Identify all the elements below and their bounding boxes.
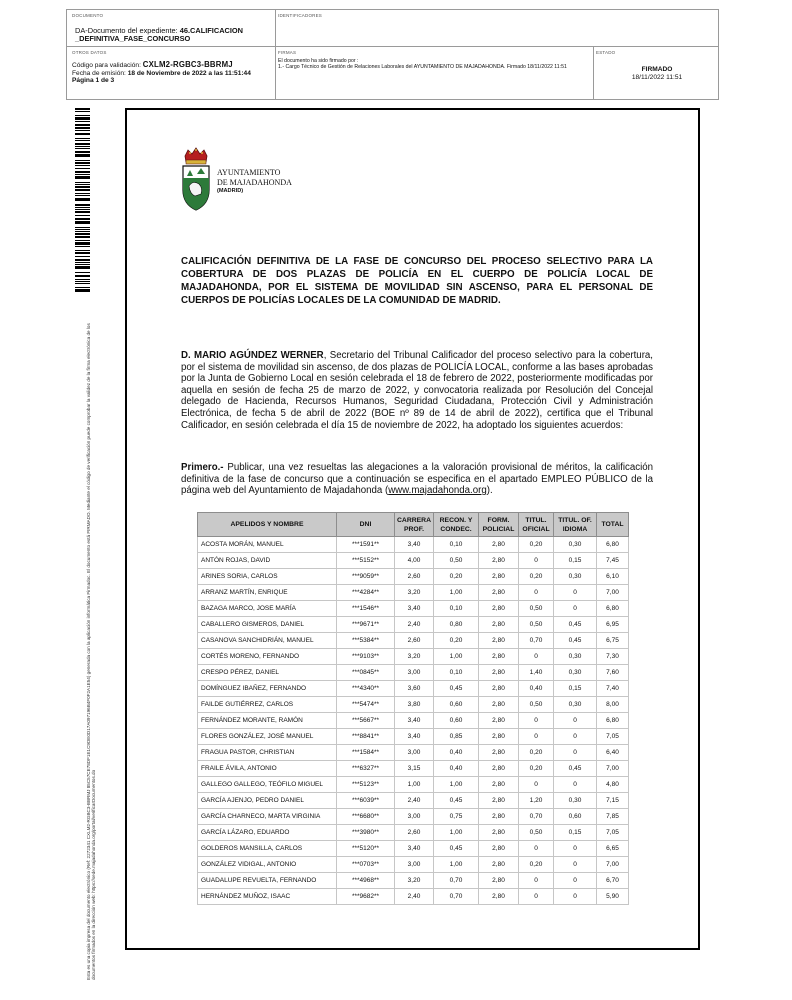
cell-form: 2,80 [479, 633, 519, 649]
table-row [198, 649, 629, 665]
documento-name: _DEFINITIVA_FASE_CONCURSO [75, 34, 191, 44]
side-verification-text [86, 300, 96, 980]
cell-carrera: 1,00 [395, 777, 434, 793]
cell-name: GOLDEROS MANSILLA, CARLOS [198, 841, 337, 857]
cell-recon: 0,70 [434, 889, 479, 905]
table-row [198, 889, 629, 905]
cell-titul: 0,20 [519, 537, 554, 553]
table-row [198, 537, 629, 553]
cell-recon: 0,20 [434, 633, 479, 649]
cell-form: 2,80 [479, 825, 519, 841]
cell-dni: ***3980** [337, 825, 395, 841]
cell-idioma: 0 [554, 585, 597, 601]
cell-titul: 0,50 [519, 617, 554, 633]
cell-recon: 0,75 [434, 809, 479, 825]
cell-carrera: 3,40 [395, 713, 434, 729]
document-header [66, 9, 719, 100]
table-row [198, 729, 629, 745]
otros-datos-cell [67, 47, 276, 99]
cell-titul: 0,20 [519, 569, 554, 585]
cell-total: 7,85 [597, 809, 629, 825]
cell-idioma: 0 [554, 601, 597, 617]
documento-cell [67, 10, 276, 47]
cell-titul: 0 [519, 585, 554, 601]
cell-dni: ***9682** [337, 889, 395, 905]
cell-name: CABALLERO GISMEROS, DANIEL [198, 617, 337, 633]
cell-idioma: 0,30 [554, 569, 597, 585]
table-row [198, 745, 629, 761]
cell-dni: ***6680** [337, 809, 395, 825]
cell-recon: 0,50 [434, 553, 479, 569]
identificadores-label: IDENTIFICADORES [278, 13, 323, 18]
cell-idioma: 0,30 [554, 793, 597, 809]
cell-carrera: 3,40 [395, 729, 434, 745]
cell-carrera: 3,00 [395, 745, 434, 761]
table-header-row [198, 513, 629, 537]
table-row [198, 713, 629, 729]
cell-dni: ***9059** [337, 569, 395, 585]
cell-form: 2,80 [479, 665, 519, 681]
col-header-recon: RECON. Y CONDEC. [434, 513, 479, 537]
cell-carrera: 4,00 [395, 553, 434, 569]
first-agreement-paragraph [181, 462, 653, 497]
cell-total: 6,65 [597, 841, 629, 857]
cell-total: 6,80 [597, 713, 629, 729]
cell-dni: ***5152** [337, 553, 395, 569]
cell-dni: ***6039** [337, 793, 395, 809]
org-line2: DE MAJADAHONDA [217, 177, 292, 187]
cell-carrera: 2,60 [395, 825, 434, 841]
cell-carrera: 3,40 [395, 537, 434, 553]
cell-form: 2,80 [479, 777, 519, 793]
cell-name: FLORES GONZÁLEZ, JOSÉ MANUEL [198, 729, 337, 745]
cell-form: 2,80 [479, 569, 519, 585]
cell-form: 2,80 [479, 537, 519, 553]
cell-name: ARINES SORIA, CARLOS [198, 569, 337, 585]
cell-dni: ***5667** [337, 713, 395, 729]
firmas-cell [276, 47, 594, 99]
cell-recon: 0,70 [434, 873, 479, 889]
cell-titul: 0 [519, 777, 554, 793]
table-row [198, 825, 629, 841]
cell-titul: 1,40 [519, 665, 554, 681]
cell-carrera: 3,20 [395, 585, 434, 601]
cell-idioma: 0,45 [554, 761, 597, 777]
secretary-name: D. MARIO AGÚNDEZ WERNER [181, 350, 324, 361]
cell-idioma: 0 [554, 841, 597, 857]
cell-name: GALLEGO GALLEGO, TEÓFILO MIGUEL [198, 777, 337, 793]
results-table [197, 512, 629, 905]
cell-carrera: 3,60 [395, 681, 434, 697]
cell-total: 5,90 [597, 889, 629, 905]
table-row [198, 617, 629, 633]
cell-form: 2,80 [479, 761, 519, 777]
certification-paragraph [181, 350, 653, 431]
cell-titul: 0 [519, 841, 554, 857]
col-header-carrera: CARRERA PROF. [395, 513, 434, 537]
cell-name: HERNÁNDEZ MUÑOZ, ISAAC [198, 889, 337, 905]
documento-number: 46.CALIFICACION [179, 26, 244, 35]
cell-total: 7,00 [597, 761, 629, 777]
table-row [198, 873, 629, 889]
cell-titul: 0 [519, 649, 554, 665]
cell-idioma: 0 [554, 777, 597, 793]
cell-recon: 0,20 [434, 569, 479, 585]
pagina-indicator: Página 1 de 3 [72, 77, 115, 85]
cell-form: 2,80 [479, 809, 519, 825]
cell-carrera: 3,40 [395, 601, 434, 617]
col-header-dni: DNI [337, 513, 395, 537]
cell-name: CORTÉS MORENO, FERNANDO [198, 649, 337, 665]
estado-label: ESTADO [596, 50, 616, 55]
cell-form: 2,80 [479, 681, 519, 697]
cell-total: 6,70 [597, 873, 629, 889]
cell-dni: ***1546** [337, 601, 395, 617]
cell-carrera: 2,60 [395, 633, 434, 649]
org-line3: (MADRID) [217, 188, 244, 194]
cell-idioma: 0,30 [554, 537, 597, 553]
cell-total: 7,05 [597, 825, 629, 841]
cell-form: 2,80 [479, 873, 519, 889]
table-row [198, 633, 629, 649]
cell-form: 2,80 [479, 601, 519, 617]
identificadores-cell [276, 10, 718, 47]
website-link[interactable]: www.majadahonda.org [388, 485, 487, 497]
cell-titul: 0,70 [519, 633, 554, 649]
cell-dni: ***4284** [337, 585, 395, 601]
cell-dni: ***0703** [337, 857, 395, 873]
cell-total: 6,95 [597, 617, 629, 633]
cell-idioma: 0 [554, 857, 597, 873]
cell-form: 2,80 [479, 793, 519, 809]
table-row [198, 601, 629, 617]
table-row [198, 841, 629, 857]
cell-idioma: 0 [554, 873, 597, 889]
documento-label: DOCUMENTO [72, 13, 104, 18]
table-row [198, 585, 629, 601]
cell-carrera: 3,40 [395, 841, 434, 857]
cell-name: ANTÓN ROJAS, DAVID [198, 553, 337, 569]
cell-idioma: 0 [554, 889, 597, 905]
col-header-idioma: TITUL. OF. IDIOMA [554, 513, 597, 537]
cell-idioma: 0,30 [554, 665, 597, 681]
otros-datos-label: OTROS DATOS [72, 50, 107, 55]
cell-recon: 0,10 [434, 537, 479, 553]
table-row [198, 553, 629, 569]
cell-form: 2,80 [479, 697, 519, 713]
cell-total: 7,15 [597, 793, 629, 809]
agreement-tail: ). [486, 485, 493, 497]
table-row [198, 793, 629, 809]
cell-total: 6,80 [597, 601, 629, 617]
table-row [198, 665, 629, 681]
cell-name: GARCÍA LÁZARO, EDUARDO [198, 825, 337, 841]
cell-total: 7,30 [597, 649, 629, 665]
cell-form: 2,80 [479, 857, 519, 873]
cell-form: 2,80 [479, 585, 519, 601]
cell-titul: 0,20 [519, 761, 554, 777]
cell-titul: 0 [519, 889, 554, 905]
cell-dni: ***1584** [337, 745, 395, 761]
cell-dni: ***8841** [337, 729, 395, 745]
cell-name: GARCÍA CHARNECO, MARTA VIRGINIA [198, 809, 337, 825]
cell-carrera: 3,00 [395, 665, 434, 681]
cell-form: 2,80 [479, 553, 519, 569]
org-line1: AYUNTAMIENTO [217, 168, 281, 177]
cell-name: GONZÁLEZ VIDIGAL, ANTONIO [198, 857, 337, 873]
cell-recon: 0,40 [434, 745, 479, 761]
cell-name: FERNÁNDEZ MORANTE, RAMÓN [198, 713, 337, 729]
cell-dni: ***9671** [337, 617, 395, 633]
table-row [198, 681, 629, 697]
fecha-label: Fecha de emisión: [72, 69, 126, 77]
cell-total: 7,45 [597, 553, 629, 569]
cell-idioma: 0 [554, 745, 597, 761]
cell-total: 6,75 [597, 633, 629, 649]
cell-carrera: 2,40 [395, 889, 434, 905]
cell-total: 6,40 [597, 745, 629, 761]
cell-idioma: 0 [554, 729, 597, 745]
cell-recon: 0,10 [434, 665, 479, 681]
cell-titul: 0 [519, 873, 554, 889]
cell-titul: 0,40 [519, 681, 554, 697]
cell-idioma: 0,30 [554, 697, 597, 713]
cell-form: 2,80 [479, 745, 519, 761]
cell-name: FRAGUA PASTOR, CHRISTIAN [198, 745, 337, 761]
col-header-name: APELIDOS Y NOMBRE [198, 513, 337, 537]
barcode-gap [75, 292, 90, 294]
cell-titul: 0 [519, 729, 554, 745]
cell-name: GUADALUPE REVUELTA, FERNANDO [198, 873, 337, 889]
cell-name: ACOSTA MORÁN, MANUEL [198, 537, 337, 553]
cell-name: FAILDE GUTIÉRREZ, CARLOS [198, 697, 337, 713]
cell-total: 8,00 [597, 697, 629, 713]
cell-recon: 0,85 [434, 729, 479, 745]
col-header-form: FORM. POLICIAL [479, 513, 519, 537]
cell-dni: ***6327** [337, 761, 395, 777]
cell-carrera: 2,40 [395, 617, 434, 633]
cell-idioma: 0,15 [554, 681, 597, 697]
coat-of-arms-icon [181, 146, 211, 212]
cell-dni: ***4968** [337, 873, 395, 889]
cell-titul: 0,50 [519, 825, 554, 841]
cell-recon: 1,00 [434, 649, 479, 665]
cell-idioma: 0 [554, 713, 597, 729]
cell-carrera: 3,20 [395, 873, 434, 889]
cell-name: BAZAGA MARCO, JOSE MARÍA [198, 601, 337, 617]
cell-dni: ***0845** [337, 665, 395, 681]
fecha-value: 18 de Noviembre de 2022 a las 11:51:44 [127, 69, 251, 77]
cell-idioma: 0,45 [554, 617, 597, 633]
cell-dni: ***4340** [337, 681, 395, 697]
col-header-titul: TITUL. OFICIAL [519, 513, 554, 537]
cell-carrera: 3,00 [395, 809, 434, 825]
cell-recon: 0,40 [434, 761, 479, 777]
document-title: CALIFICACIÓN DEFINITIVA DE LA FASE DE CONCURSO DEL PROCESO SELECTIVO PARA LA COBERTURA DE DOS PLAZAS DE POLICÍA EN EL CUERPO DE POLICÍA LOCAL DE MAJADAHONDA, POR EL SISTEMA DE MOVILIDAD SIN ASCENSO, PARA EL PERSONAL DE CUERPOS DE POLICÍAS LOCALES DE LA COMUNIDAD DE MADRID. [181, 256, 653, 306]
documento-prefix: DA-Documento del expediente: [75, 26, 178, 35]
cell-total: 7,00 [597, 857, 629, 873]
cell-idioma: 0,15 [554, 553, 597, 569]
cell-name: GARCÍA AJENJO, PEDRO DANIEL [198, 793, 337, 809]
cell-total: 6,80 [597, 537, 629, 553]
firmas-line1: El documento ha sido firmado por : [278, 58, 359, 64]
table-row [198, 761, 629, 777]
table-row [198, 777, 629, 793]
cell-recon: 0,45 [434, 793, 479, 809]
cell-carrera: 3,00 [395, 857, 434, 873]
cell-titul: 0,20 [519, 745, 554, 761]
cell-dni: ***5120** [337, 841, 395, 857]
cell-idioma: 0,60 [554, 809, 597, 825]
certification-text: , Secretario del Tribunal Calificador del proceso selectivo para la cobertura, por el sistema de movilidad sin ascenso, de dos plazas de POLICÍA LOCAL, conforme a las bases aprobadas por la Junta de Gobierno Local en sesión celebrada el 18 de febrero de 2022, posteriormente modificadas por aquella en sesión de fecha 25 de marzo de 2022, y convocatoria realizada por Resolución del Concejal delegado de Hacienda, Recursos Humanos, Seguridad Ciudadana, Protección Civil y Administración Electrónica, de fecha 5 de abril de 2022 (BOE nº 89 de 14 de abril de 2022), certifica que el Tribunal Calificador, en sesión celebrada el día 15 de noviembre de 2022, ha adoptado los siguientes acuerdos: [181, 350, 653, 431]
cell-titul: 0,50 [519, 697, 554, 713]
agreement-lead: Primero.- [181, 462, 224, 473]
col-header-total: TOTAL [597, 513, 629, 537]
cell-titul: 0 [519, 713, 554, 729]
cell-total: 7,40 [597, 681, 629, 697]
cell-recon: 1,00 [434, 825, 479, 841]
codigo-value: CXLM2-RGBC3-BBRMJ [142, 60, 233, 69]
cell-recon: 0,45 [434, 841, 479, 857]
cell-carrera: 2,40 [395, 793, 434, 809]
cell-idioma: 0,30 [554, 649, 597, 665]
cell-titul: 0 [519, 553, 554, 569]
organization-name [217, 168, 292, 197]
cell-name: DOMÍNGUEZ IBAÑEZ, FERNANDO [198, 681, 337, 697]
cell-titul: 0,20 [519, 857, 554, 873]
estado-date: 18/11/2022 11:51 [631, 74, 683, 81]
cell-form: 2,80 [479, 841, 519, 857]
cell-recon: 1,00 [434, 857, 479, 873]
cell-dni: ***1591** [337, 537, 395, 553]
cell-form: 2,80 [479, 889, 519, 905]
table-row [198, 569, 629, 585]
cell-total: 4,80 [597, 777, 629, 793]
cell-total: 7,60 [597, 665, 629, 681]
barcode-image [75, 108, 90, 294]
table-row [198, 697, 629, 713]
cell-total: 7,00 [597, 585, 629, 601]
cell-recon: 0,60 [434, 713, 479, 729]
table-row [198, 809, 629, 825]
cell-form: 2,80 [479, 617, 519, 633]
cell-carrera: 3,80 [395, 697, 434, 713]
cell-recon: 1,00 [434, 585, 479, 601]
cell-recon: 0,45 [434, 681, 479, 697]
cell-titul: 0,50 [519, 601, 554, 617]
cell-titul: 1,20 [519, 793, 554, 809]
document-page [125, 108, 700, 950]
results-table-body [198, 537, 629, 905]
cell-name: CASANOVA SANCHIDRIÁN, MANUEL [198, 633, 337, 649]
table-row [198, 857, 629, 873]
cell-recon: 0,60 [434, 697, 479, 713]
cell-dni: ***9103** [337, 649, 395, 665]
agreement-text: Publicar, una vez resueltas las alegaciones a la valoración provisional de méritos, la calificación definitiva de la fase de concurso que a continuación se especifica en el apartado EMPLEO PÚBLICO de la página web del Ayuntamiento de Majadahonda ( [181, 462, 653, 497]
cell-name: FRAILE ÁVILA, ANTONIO [198, 761, 337, 777]
cell-form: 2,80 [479, 713, 519, 729]
cell-carrera: 3,20 [395, 649, 434, 665]
cell-total: 6,10 [597, 569, 629, 585]
side-verification-note: Esta es una copia impresa del documento electrónico (Ref: 2272341 CXLM2-RGBC3-BBRMJ 85C57CE78DF1E1C9DE0D17A097196B4F0F2A1E54) generada con la aplicación informática Firmadoc. El documento está FIRMADO. Mediante el código de verificación puede comprobar la validez de la firma electrónica de los documentos firmados en la dirección web: https://sede.majadahonda.org/portal/verificarDocumentos.do [86, 323, 97, 980]
cell-form: 2,80 [479, 729, 519, 745]
cell-idioma: 0,45 [554, 633, 597, 649]
cell-recon: 1,00 [434, 777, 479, 793]
cell-dni: ***5123** [337, 777, 395, 793]
cell-carrera: 2,60 [395, 569, 434, 585]
codigo-label: Código para validación: [72, 62, 141, 69]
cell-titul: 0,70 [519, 809, 554, 825]
cell-name: ARRANZ MARTÍN, ENRIQUE [198, 585, 337, 601]
cell-name: CRESPO PÉREZ, DANIEL [198, 665, 337, 681]
cell-idioma: 0,15 [554, 825, 597, 841]
cell-dni: ***5474** [337, 697, 395, 713]
cell-recon: 0,80 [434, 617, 479, 633]
cell-total: 7,05 [597, 729, 629, 745]
cell-dni: ***5384** [337, 633, 395, 649]
cell-recon: 0,10 [434, 601, 479, 617]
firmas-line2: 1.- Cargo Técnico de Gestión de Relaciones Laborales del AYUNTAMIENTO DE MAJADAHONDA. Firmado 18/11/2022 11:51 [278, 64, 567, 71]
firmas-label: FIRMAS [278, 50, 297, 55]
cell-carrera: 3,15 [395, 761, 434, 777]
estado-value: FIRMADO [641, 66, 673, 73]
estado-cell [594, 47, 718, 99]
cell-form: 2,80 [479, 649, 519, 665]
